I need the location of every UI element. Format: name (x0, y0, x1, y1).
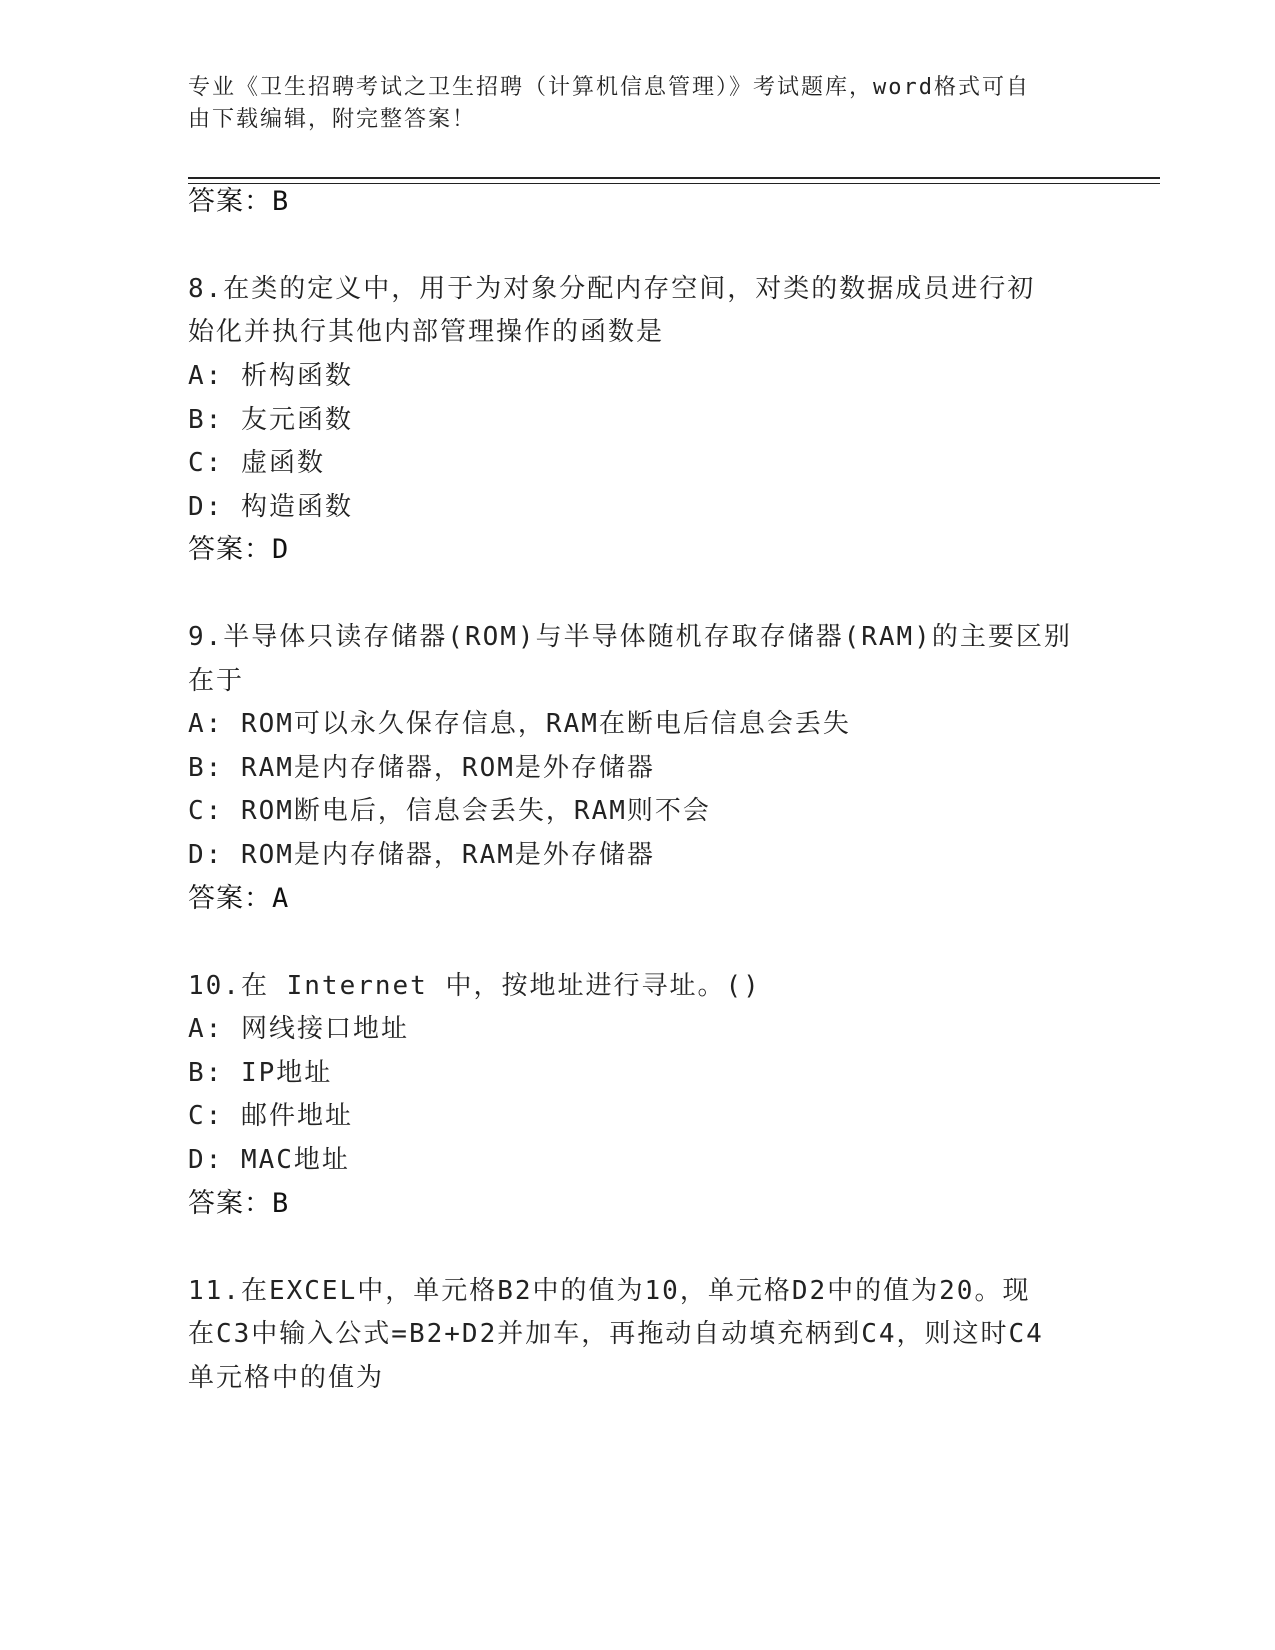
q8-option-b: B: 友元函数 (188, 405, 353, 435)
q11-stem-line-3: 单元格中的值为 (188, 1363, 385, 1393)
q9-option-b: B: RAM是内存储器，ROM是外存储器 (188, 753, 655, 783)
q8-answer: 答案：D (188, 534, 290, 565)
q9-answer: 答案：A (188, 883, 290, 914)
q9-option-c: C: ROM断电后，信息会丢失，RAM则不会 (188, 796, 711, 826)
q10-stem-line-1: 10.在 Internet 中，按地址进行寻址。() (188, 971, 761, 1001)
q8-option-a: A: 析构函数 (188, 361, 353, 391)
q8-stem-line-2: 始化并执行其他内部管理操作的函数是 (188, 317, 665, 347)
q9-stem-line-1: 9.半导体只读存储器(ROM)与半导体随机存取存储器(RAM)的主要区别 (188, 622, 1072, 652)
q10-option-d: D: MAC地址 (188, 1145, 350, 1175)
q10-option-b: B: IP地址 (188, 1058, 333, 1088)
q10-option-a: A: 网线接口地址 (188, 1014, 409, 1044)
q9-option-d: D: ROM是内存储器，RAM是外存储器 (188, 840, 655, 870)
document-header (188, 72, 1068, 136)
q9-option-a: A: ROM可以永久保存信息，RAM在断电后信息会丢失 (188, 709, 851, 739)
q8-option-c: C: 虚函数 (188, 448, 325, 478)
q10-answer: 答案：B (188, 1188, 290, 1219)
q11-stem-line-2: 在C3中输入公式=B2+D2并加车，再拖动自动填充柄到C4，则这时C4 (188, 1319, 1044, 1349)
q8-option-d: D: 构造函数 (188, 492, 353, 522)
q8-stem-line-1: 8.在类的定义中，用于为对象分配内存空间，对类的数据成员进行初 (188, 274, 1036, 304)
header-line-1: 专业《卫生招聘考试之卫生招聘（计算机信息管理）》考试题库，word格式可自 (188, 75, 1030, 100)
q10-option-c: C: 邮件地址 (188, 1101, 353, 1131)
header-rule-thin (188, 183, 1160, 184)
header-line-2: 由下载编辑，附完整答案！ (188, 107, 477, 132)
answer-prev: 答案：B (188, 186, 290, 217)
q9-stem-line-2: 在于 (188, 666, 245, 696)
q11-stem-line-1: 11.在EXCEL中，单元格B2中的值为10，单元格D2中的值为20。现 (188, 1276, 1031, 1306)
header-rule-thick (188, 177, 1160, 179)
